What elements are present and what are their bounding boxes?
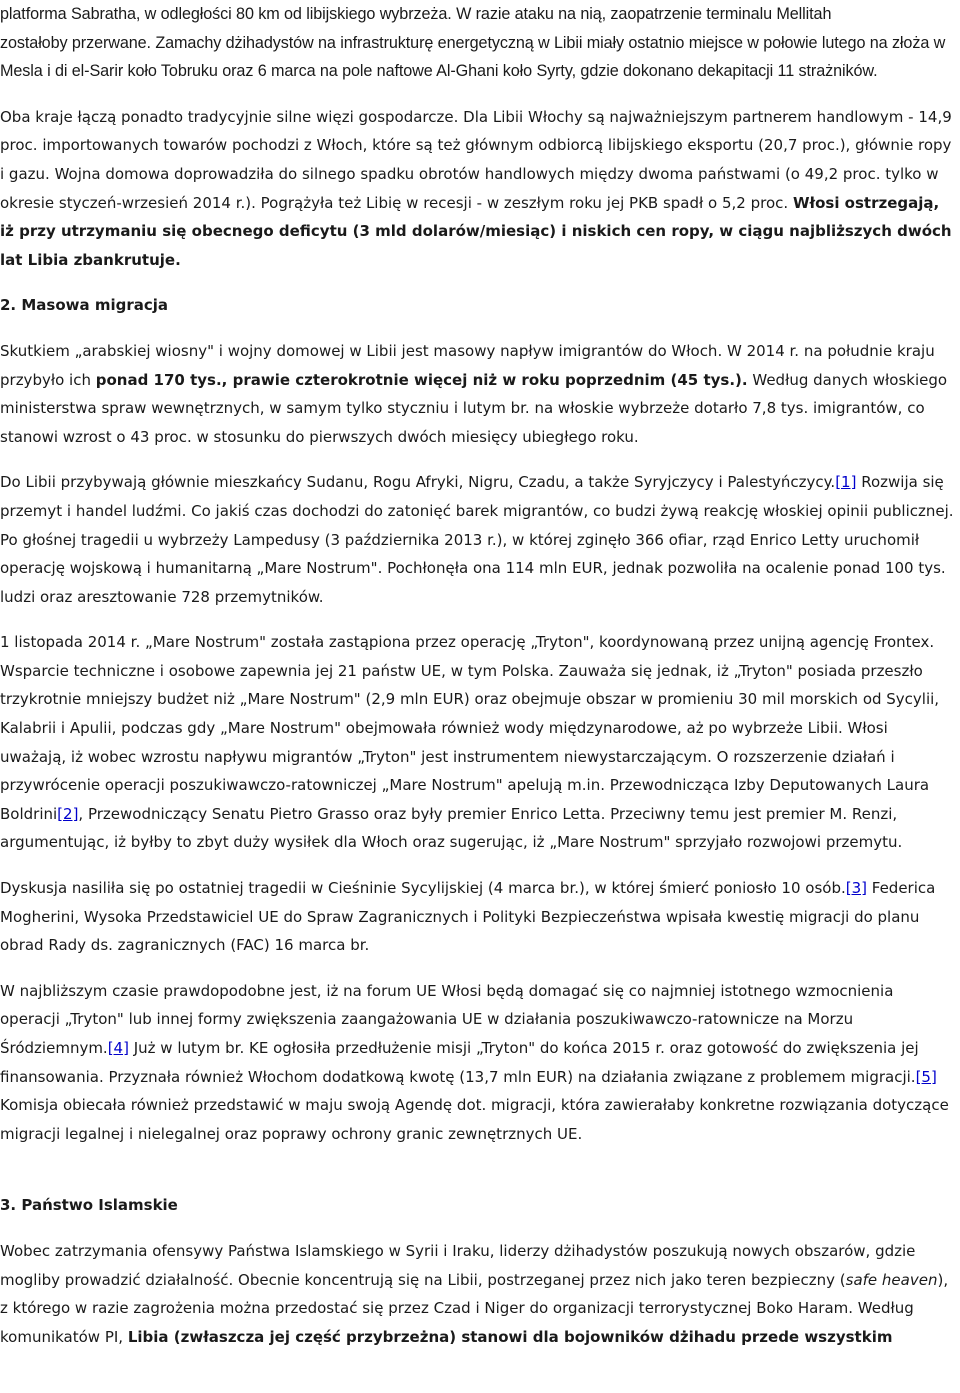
migration-p1-text: Skutkiem „arabskiej wiosny" i wojny domowej w Libii jest masowy napływ imigrantów do Włoch. W 2014 r. na południe kraju przybyło ich (0, 341, 935, 389)
migration-p1-bold-2: , prawie czterokrotnie więcej niż w roku poprzednim (45 tys.). (221, 370, 748, 389)
migration-paragraph-2 (0, 468, 958, 611)
intro-paragraph (0, 0, 958, 86)
section-heading-migration: 2. Masowa migracja (0, 296, 169, 315)
footnote-link-3[interactable]: [3] (845, 879, 867, 898)
economy-bold-text: Włosi ostrzegają, iż przy utrzymaniu się obecnego deficytu (3 mld dolarów/miesiąc) i niskich cen ropy, w ciągu najbliższych dwóch lat Libia zbankrutuje. (0, 193, 952, 269)
migration-paragraph-3 (0, 628, 958, 857)
intro-line-1: platforma Sabratha, w odległości 80 km od libijskiego wybrzeża. W razie ataku na nią, zaopatrzenie terminalu Mellitah (0, 5, 832, 23)
migration-p2-text: Do Libii przybywają głównie mieszkańcy Sudanu, Rogu Afryki, Nigru, Czadu, a także Syryjczycy i Palestyńczycy. (0, 473, 836, 492)
islamic-p1-text-2: ), z którego w razie zagrożenia można przedostać się przez Czad i Niger do organizacji terrorystycznej Boko Haram. Według komunikatów PI, (0, 1270, 949, 1346)
migration-p3-text: 1 listopada 2014 r. „Mare Nostrum" została zastąpiona przez operację „Tryton", koordynowaną przez unijną agencję Frontex. Wsparcie techniczne i osobowe zapewnia jej 21 państw UE, w tym Polska. Zauważa się jednak, iż „Tryton" posiada przeszło trzykrotnie mniejszy budżet niż „Mare Nostrum" (2,9 mln EUR) oraz obejmuje obszar w promieniu 30 mil morskich od Sycylii, Kalabrii i Apulii, podczas gdy „Mare Nostrum" obejmowała również wody międzynarodowe, aż po wybrzeże Libii. Włosi uważają, iż wobec wzrostu napływu migrantów „Tryton" jest instrumentem niewystarczającym. O rozszerzenie działań i przywrócenie operacji poszukiwawczo-ratowniczej „Mare Nostrum" apelują m.in. Przewodnicząca Izby Deputowanych Laura Boldrini (0, 633, 940, 823)
migration-p5-text-3: Komisja obiecała również przedstawić w maju swoją Agendę dot. migracji, która zawierałaby konkretne rozwiązania dotyczące migracji legalnej i nielegalnej oraz poprawy ochrony granic zewnętrznych UE. (0, 1096, 949, 1143)
migration-p3-text-2: , Przewodniczący Senatu Pietro Grasso oraz były premier Enrico Letta. Przeciwny temu jest premier M. Renzi, argumentując, iż byłby to zbyt duży wysiłek dla Włoch oraz sugerując, iż „Mare Nostrum" sprzyjało rozwojowi przemytu. (0, 804, 903, 852)
section-heading-islamic-state: 3. Państwo Islamskie (0, 1196, 178, 1215)
migration-p1-bold-1: ponad 170 tys. (95, 370, 222, 389)
migration-paragraph-5 (0, 977, 958, 1149)
migration-p5-text: W najbliższym czasie prawdopodobne jest, iż na forum UE Włosi będą domagać się co najmniej istotnego wzmocnienia operacji „Tryton" lub innej formy zwiększenia zaangażowania UE w działania poszukiwawczo-ratownicze na Morzu Śródziemnym. (0, 981, 894, 1057)
islamic-p1-bold: Libia (zwłaszcza jej część przybrzeżna) stanowi dla bojowników dżihadu przede wszystkim (127, 1327, 893, 1346)
intro-rest: zostałoby przerwane. Zamachy dżihadystów na infrastrukturę energetyczną w Libii miały ostatnio miejsce w połowie lutego na złoża w Mesla i di el-Sarir koło Tobruku oraz 6 marca na pole naftowe Al-Ghani koło Syrty, gdzie dokonano dekapitacji 11 strażników. (0, 33, 946, 81)
footnote-link-1[interactable]: [1] (835, 473, 857, 492)
islamic-p1-text: Wobec zatrzymania ofensywy Państwa Islamskiego w Syrii i Iraku, liderzy dżihadystów poszukują nowych obszarów, gdzie mogliby prowadzić działalność. Obecnie koncentrują się na Libii, postrzeganej przez nich jako teren bezpieczny ( (0, 1241, 916, 1289)
islamic-paragraph-1 (0, 1237, 958, 1351)
footnote-link-4[interactable]: [4] (107, 1039, 129, 1057)
migration-p1-text-2: Według danych włoskiego ministerstwa spraw wewnętrznych, w samym tylko styczniu i lutym br. na włoskie wybrzeże dotarło 7,8 tys. imigrantów, co stanowi wzrost o 43 proc. w stosunku do pierwszych dwóch miesięcy ubiegłego roku. (0, 370, 948, 446)
footnote-link-2[interactable]: [2] (57, 804, 79, 823)
migration-p4-text-2: Federica Mogherini, Wysoka Przedstawiciel UE do Spraw Zagranicznych i Polityki Bezpieczeństwa wpisała kwestię migracji do planu obrad Rady ds. zagranicznych (FAC) 16 marca br. (0, 879, 936, 955)
migration-paragraph-4 (0, 874, 958, 960)
migration-p4-text: Dyskusja nasiliła się po ostatniej tragedii w Cieśninie Sycylijskiej (4 marca br.), w której śmierć poniosło 10 osób. (0, 879, 846, 898)
migration-paragraph-1 (0, 337, 958, 451)
footnote-link-5[interactable]: [5] (915, 1067, 937, 1086)
economy-text: Oba kraje łączą ponadto tradycyjnie silne więzi gospodarcze. Dla Libii Włochy są najważniejszym partnerem handlowym - 14,9 proc. importowanych towarów pochodzi z Włoch, które są też głównym odbiorcą libijskiego eksportu (20,7 proc.), głównie ropy i gazu. Wojna domowa doprowadziła do silnego spadku obrotów handlowych między dwoma państwami (o 49,2 proc. tylko w okresie styczeń-wrzesień 2014 r.). Pogrążyła też Libię w recesji - w zeszłym roku jej PKB spadł o 5,2 proc. (0, 107, 952, 212)
islamic-p1-italic: safe heaven (845, 1270, 938, 1289)
economy-paragraph (0, 103, 958, 275)
migration-p5-text-2: Już w lutym br. KE ogłosiła przedłużenie misji „Tryton" do końca 2015 r. oraz gotowość do zwiększenia jej finansowania. Przyznała również Włochom dodatkową kwotę (13,7 mln EUR) na działania związane z problemem migracji. (0, 1039, 919, 1086)
migration-p2-text-2: Rozwija się przemyt i handel ludźmi. Co jakiś czas dochodzi do zatonięć barek migrantów, co budzi żywą reakcję włoskiej opinii publicznej. Po głośnej tragedii u wybrzeży Lampedusy (3 października 2013 r.), w której zginęło 366 ofiar, rząd Enrico Letty uruchomił operację wojskową i humanitarną „Mare Nostrum". Pochłonęła ona 114 mln EUR, jednak pozwoliła na ocalenie ponad 100 tys. ludzi oraz aresztowanie 728 przemytników. (0, 473, 954, 606)
